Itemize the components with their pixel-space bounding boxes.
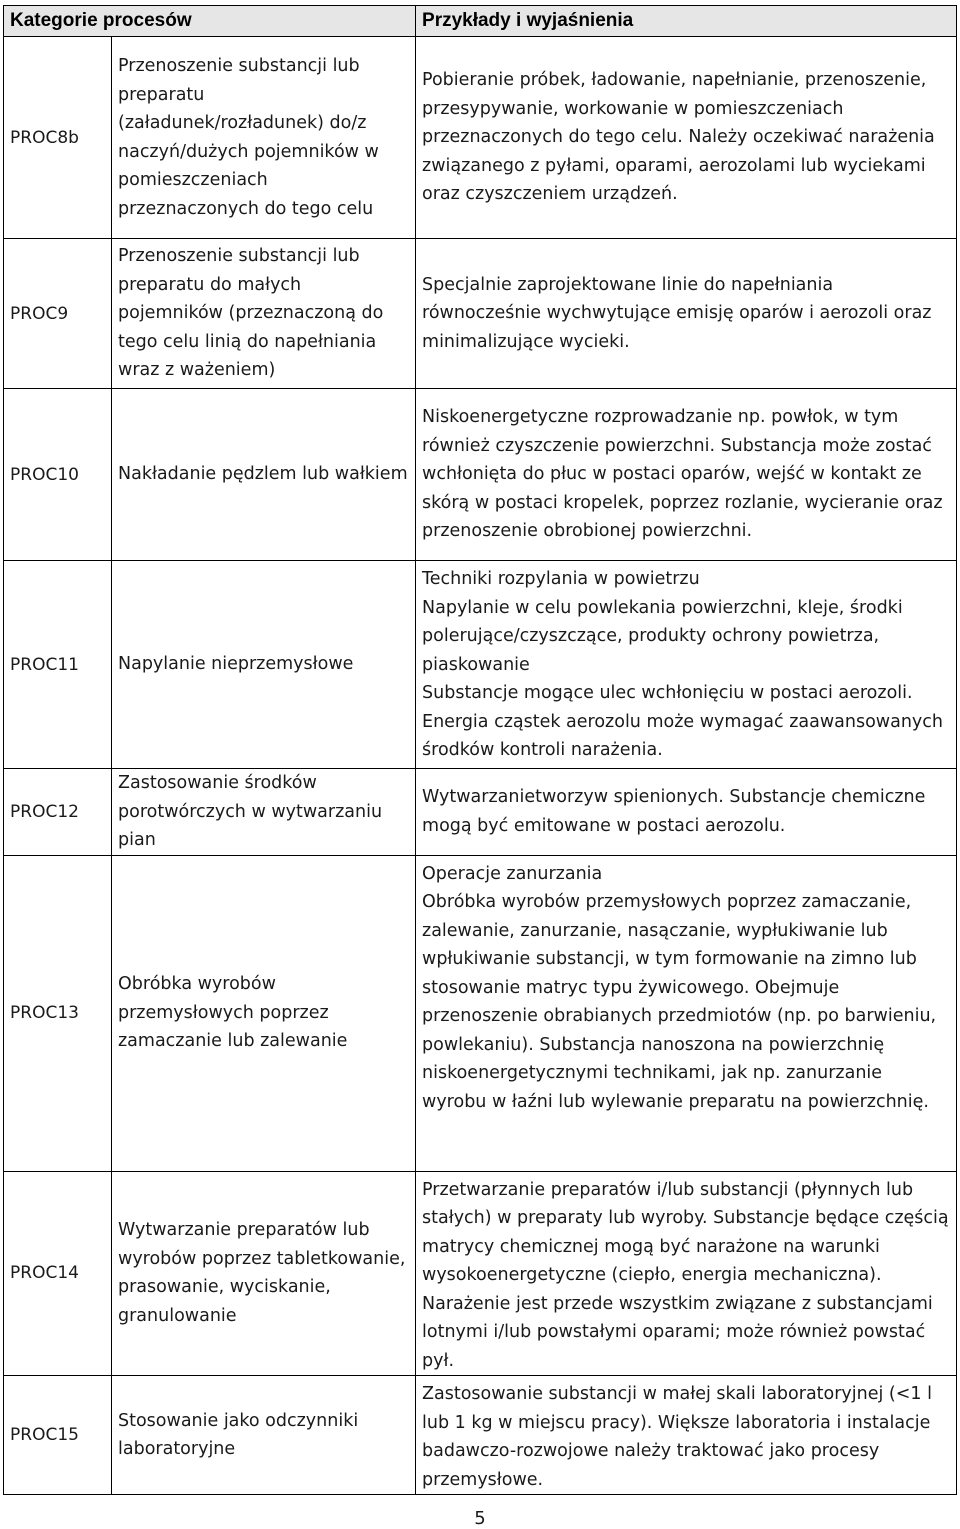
process-code: PROC11 — [4, 561, 112, 769]
description-paragraph: Substancje mogące ulec wchłonięciu w postaci aerozoli. Energia cząstek aerozolu może wymagać zaawansowanych środków kontroli narażenia. — [422, 683, 943, 760]
table-row — [4, 239, 957, 389]
description-paragraph: Obróbka wyrobów przemysłowych poprzez zamaczanie, zalewanie, zanurzanie, nasączanie, wypłukiwanie lub wpłukiwanie substancji, w tym formowanie na zimno lub stosowanie matryc typu żywicowego. Obejmuje przenoszenie obrabianych przedmiotów (np. po barwieniu, powlekaniu). Substancja nanoszona na powierzchnię niskoenergetycznymi technikami, jak np. zanurzanie wyrobu w łaźni lub wylewanie preparatu na powierzchnię. — [422, 892, 937, 1112]
header-category: Kategorie procesów — [4, 6, 416, 37]
process-description — [416, 239, 957, 389]
description-paragraph: Specjalnie zaprojektowane linie do napełniania równocześnie wychwytujące emisję oparów i aerozoli oraz minimalizujące wycieki. — [422, 274, 932, 352]
table-row — [4, 769, 957, 856]
table-row — [4, 855, 957, 1171]
page-number: 5 — [474, 1508, 486, 1529]
process-name: Przenoszenie substancji lub preparatu (załadunek/rozładunek) do/z naczyń/dużych pojemników w pomieszczeniach przeznaczonych do tego celu — [112, 37, 416, 239]
process-code: PROC14 — [4, 1171, 112, 1376]
description-paragraph: Niskoenergetyczne rozprowadzanie np. powłok, w tym również czyszczenie powierzchni. Substancja może zostać wchłonięta do płuc w postaci oparów, wejść w kontakt ze skórą w postaci kropelek, poprzez rozlanie, wycieranie oraz przenoszenie obrobionej powierzchni. — [422, 407, 943, 542]
description-paragraph: Techniki rozpylania w powietrzu — [422, 569, 700, 589]
process-description — [416, 1376, 957, 1495]
process-name: Stosowanie jako odczynniki laboratoryjne — [112, 1376, 416, 1495]
process-code: PROC12 — [4, 769, 112, 856]
process-description — [416, 561, 957, 769]
process-code: PROC10 — [4, 389, 112, 561]
process-description — [416, 855, 957, 1171]
table-body — [4, 37, 957, 1495]
table-row — [4, 1171, 957, 1376]
process-name: Zastosowanie środków porotwórczych w wytwarzaniu pian — [112, 769, 416, 856]
process-description — [416, 769, 957, 856]
process-code: PROC15 — [4, 1376, 112, 1495]
process-name: Przenoszenie substancji lub preparatu do małych pojemników (przeznaczoną do tego celu linią do napełniania wraz z ważeniem) — [112, 239, 416, 389]
description-paragraph: Zastosowanie substancji w małej skali laboratoryjnej (<1 l lub 1 kg w miejscu pracy). Większe laboratoria i instalacje badawczo-rozwojowe należy traktować jako procesy przemysłowe. — [422, 1384, 932, 1490]
description-paragraph: Przetwarzanie preparatów i/lub substancji (płynnych lub stałych) w preparaty lub wyroby. Substancje będące częścią matrycy chemicznej mogą być narażone na warunki wysokoenergetyczne (ciepło, energia mechaniczna). Narażenie jest przede wszystkim związane z substancjami lotnymi i/lub powstałymi oparami; może również powstać pył. — [422, 1179, 949, 1371]
table-row — [4, 1376, 957, 1495]
process-name: Napylanie nieprzemysłowe — [112, 561, 416, 769]
process-name: Wytwarzanie preparatów lub wyrobów poprzez tabletkowanie, prasowanie, wyciskanie, granulowanie — [112, 1171, 416, 1376]
process-code: PROC8b — [4, 37, 112, 239]
table-row — [4, 561, 957, 769]
description-paragraph: Wytwarzanietworzyw spienionych. Substancje chemiczne mogą być emitowane w postaci aerozolu. — [422, 787, 926, 836]
description-paragraph: Napylanie w celu powlekania powierzchni, kleje, środki polerujące/czyszczące, produkty ochrony powietrza, piaskowanie — [422, 597, 903, 675]
process-description — [416, 389, 957, 561]
header-examples: Przykłady i wyjaśnienia — [416, 6, 957, 37]
table-row — [4, 37, 957, 239]
proc-table — [3, 5, 957, 1495]
process-code: PROC9 — [4, 239, 112, 389]
process-name: Nakładanie pędzlem lub wałkiem — [112, 389, 416, 561]
description-paragraph: Operacje zanurzania — [422, 863, 603, 884]
description-paragraph: Pobieranie próbek, ładowanie, napełnianie, przenoszenie, przesypywanie, workowanie w pomieszczeniach przeznaczonych do tego celu. Należy oczekiwać narażenia związanego z pyłami, oparami, aerozolami lub wyciekami oraz czyszczeniem urządzeń. — [422, 70, 935, 205]
process-description — [416, 1171, 957, 1376]
process-name: Obróbka wyrobów przemysłowych poprzez zamaczanie lub zalewanie — [112, 855, 416, 1171]
process-description — [416, 37, 957, 239]
table-row — [4, 389, 957, 561]
process-code: PROC13 — [4, 855, 112, 1171]
table-header-row — [4, 6, 957, 37]
